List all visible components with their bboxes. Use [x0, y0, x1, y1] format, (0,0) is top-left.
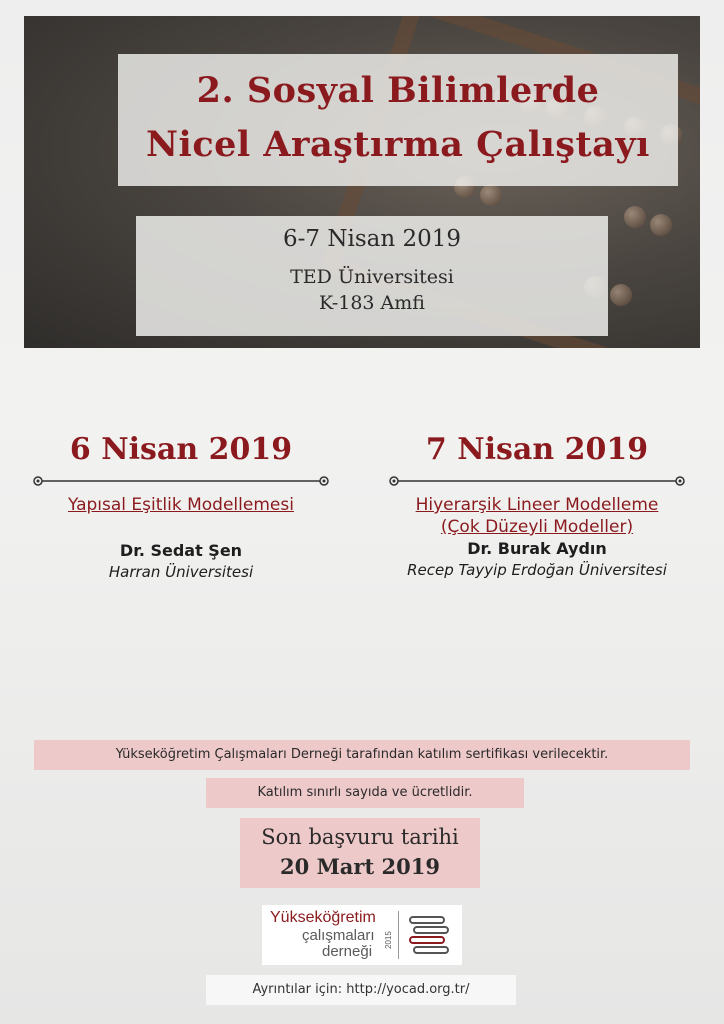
- speaker-name: Dr. Burak Aydın: [467, 539, 607, 558]
- abacus-bead: [480, 184, 502, 206]
- logo-year: 2015: [384, 931, 393, 949]
- logo-line-3: derneği: [322, 943, 373, 960]
- hero-image: [24, 16, 700, 348]
- abacus-bead: [650, 214, 672, 236]
- title-box: [118, 54, 678, 186]
- logo-line-1: Yükseköğretim: [270, 909, 376, 926]
- title-line-2: Nicel Araştırma Çalıştayı: [146, 124, 650, 165]
- session-date: 7 Nisan 2019: [425, 432, 649, 467]
- session-topic-line-1: Hiyerarşik Lineer Modelleme: [415, 495, 659, 515]
- deadline-date: 20 Mart 2019: [280, 854, 440, 879]
- deadline-label: Son başvuru tarihi: [261, 825, 459, 849]
- speaker-affiliation: Recep Tayyip Erdoğan Üniversitesi: [407, 561, 667, 579]
- association-logo: [262, 905, 462, 965]
- ornament-divider: [380, 472, 694, 490]
- session-date: 6 Nisan 2019: [69, 432, 293, 467]
- venue-line-2: K-183 Amfi: [319, 292, 425, 314]
- event-dates: 6-7 Nisan 2019: [282, 226, 461, 252]
- session-day-2: [380, 430, 694, 580]
- certificate-note: Yükseköğretim Çalışmaları Derneği tarafından katılım sertifikası verilecektir.: [34, 740, 690, 770]
- deadline-box: [240, 818, 480, 888]
- limited-note: Katılım sınırlı sayıda ve ücretlidir.: [206, 778, 524, 808]
- title-line-1: 2. Sosyal Bilimlerde: [196, 70, 600, 111]
- logo-line-2: çalışmaları: [302, 927, 375, 944]
- speaker-affiliation: Harran Üniversitesi: [108, 563, 254, 581]
- abacus-bead: [610, 284, 632, 306]
- ornament-divider: [24, 472, 338, 490]
- speaker-name: Dr. Sedat Şen: [119, 541, 243, 560]
- logo-separator: [398, 911, 399, 959]
- session-day-1: [24, 430, 338, 582]
- abacus-bead: [624, 206, 646, 228]
- session-topic: Yapısal Eşitlik Modellemesi: [68, 495, 294, 515]
- footer-link[interactable]: Ayrıntılar için: http://yocad.org.tr/: [206, 975, 516, 1005]
- session-topic-line-2: (Çok Düzeyli Modeller): [440, 517, 634, 537]
- venue-line-1: TED Üniversitesi: [290, 266, 454, 288]
- books-icon: [408, 913, 452, 957]
- event-info-box: [136, 216, 608, 336]
